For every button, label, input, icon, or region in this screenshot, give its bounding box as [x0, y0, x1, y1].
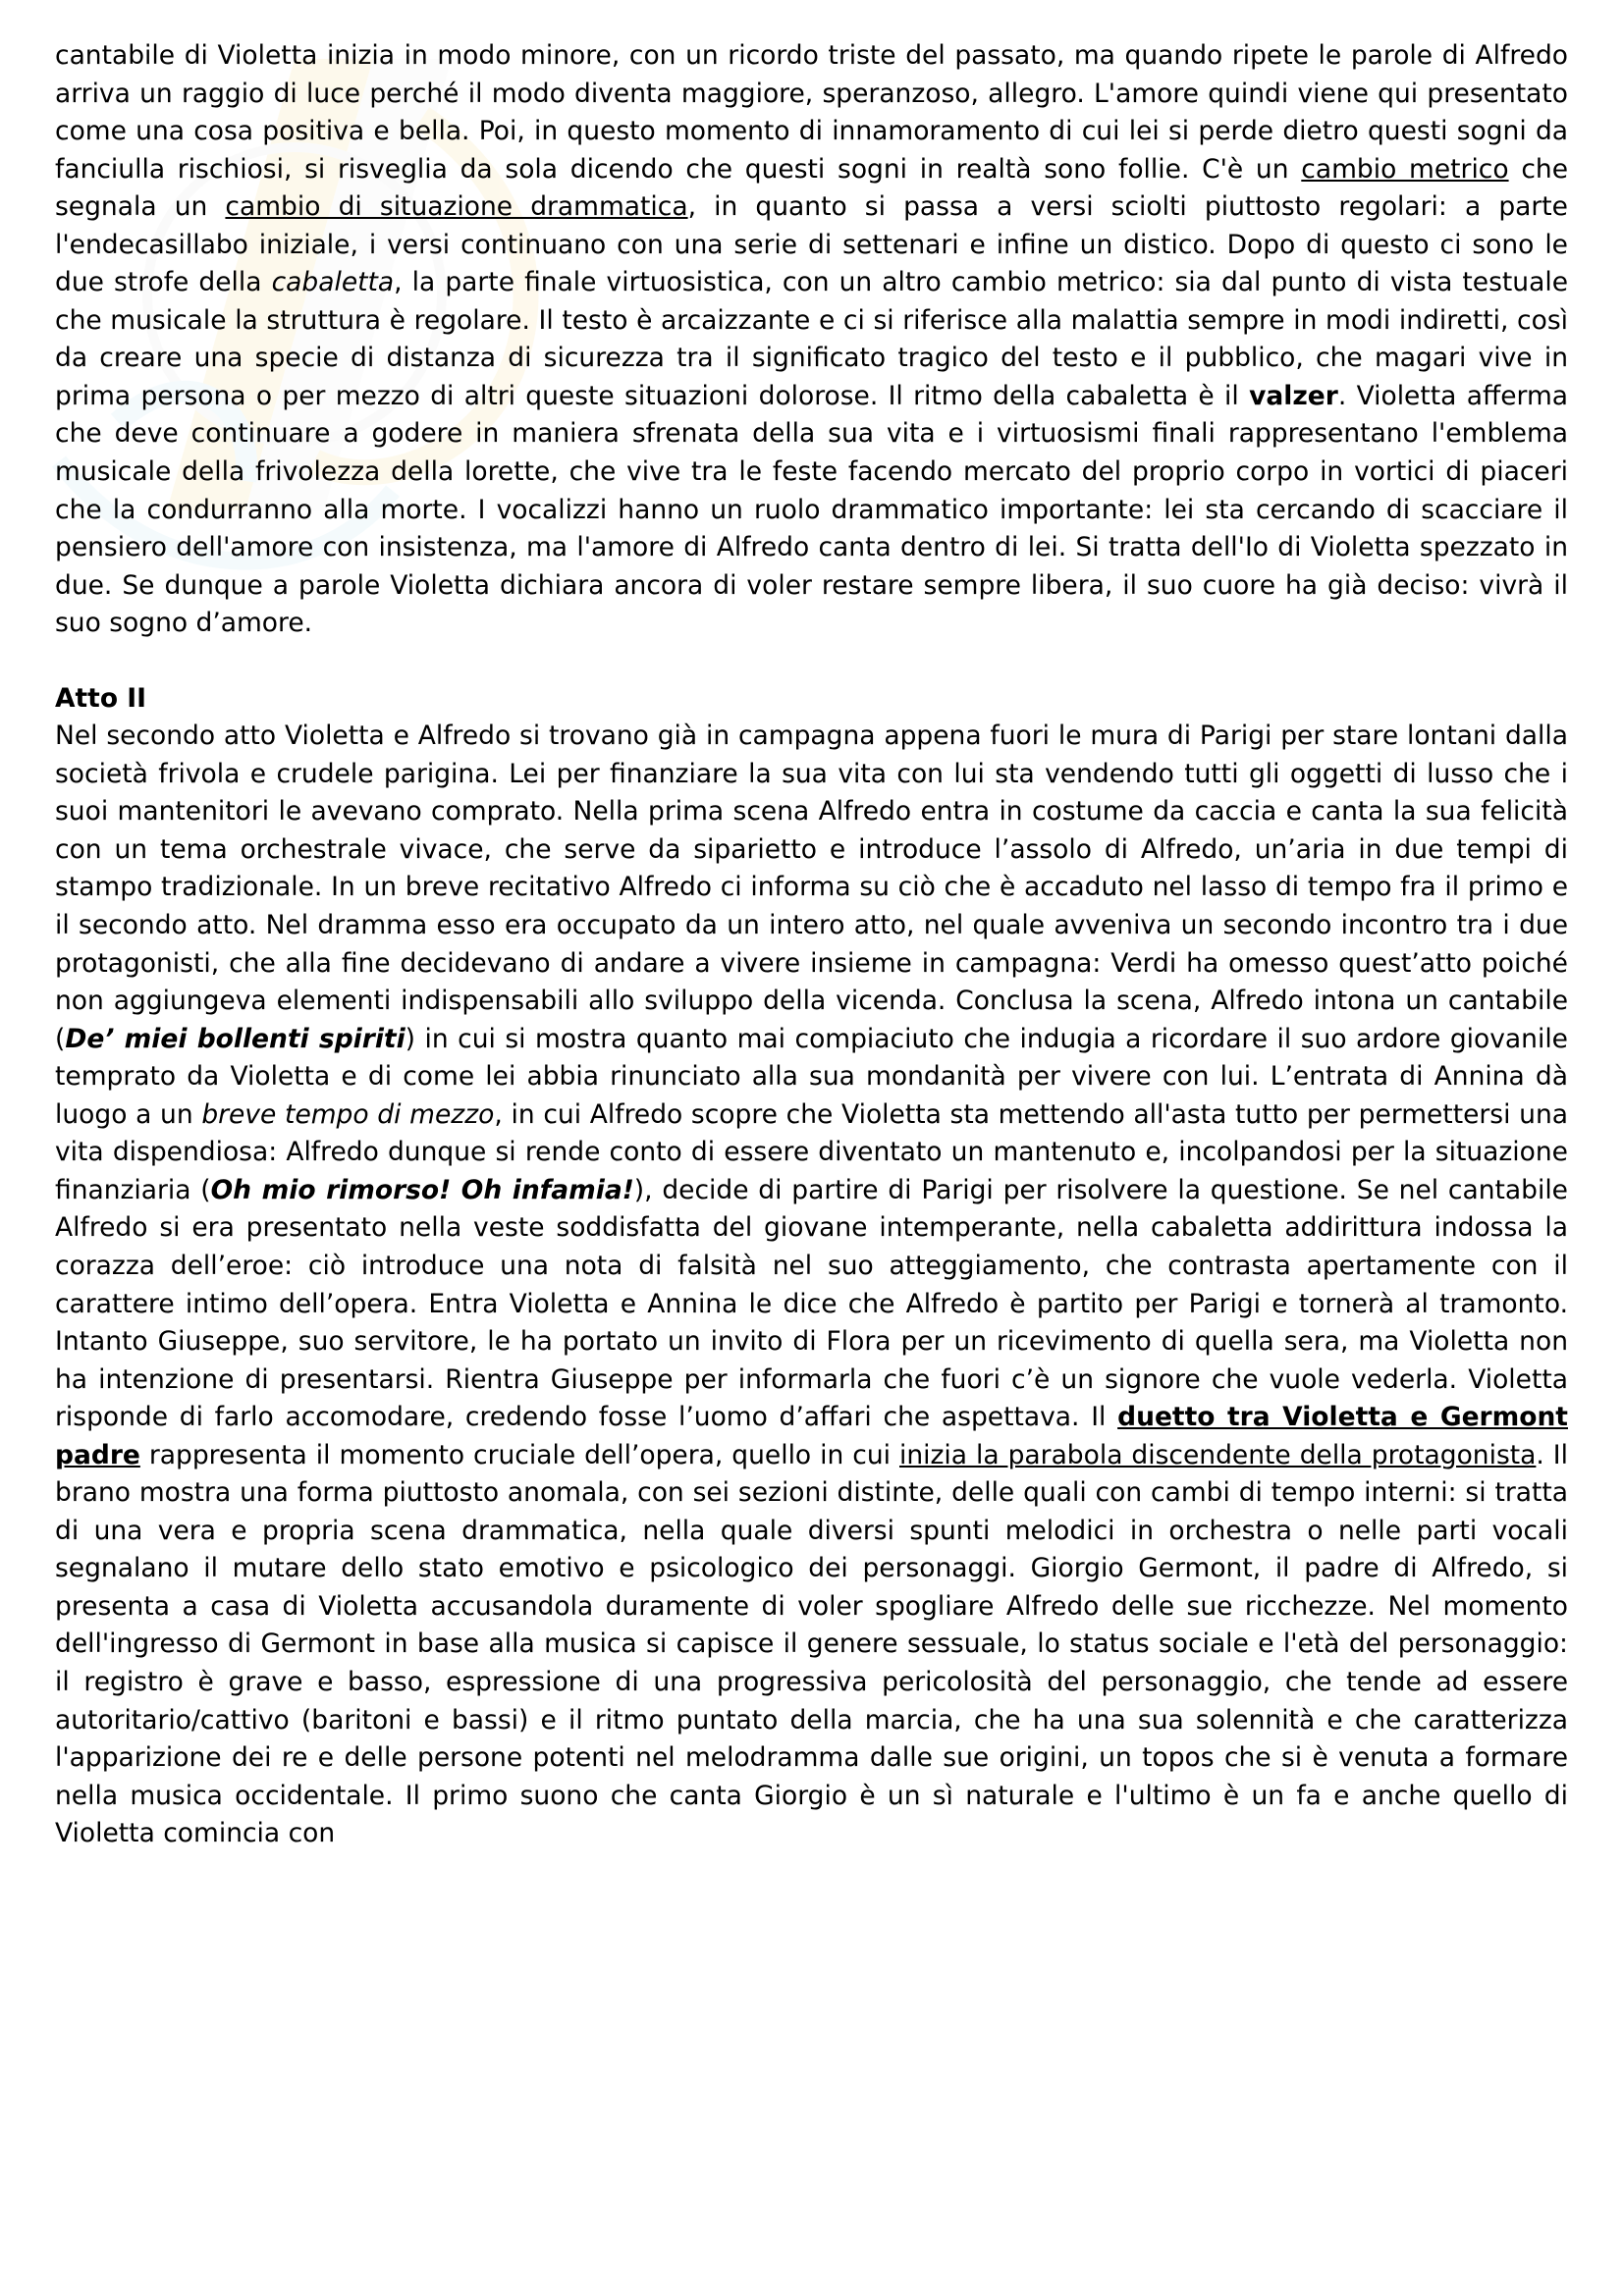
text-run-underline: cambio di situazione drammatica: [225, 191, 688, 223]
text-run: , la parte finale virtuosistica, con un altro cambio metrico: sia dal punto di vista testuale che musicale la struttura è regolare. Il testo è arcaizzante e ci si riferisce alla malattia sempre in modi indiretti, così da creare una specie di distanza di sicurezza tra il significato tragico del testo e il pubblico, che magari vive in prima persona o per mezzo di altri queste situazioni dolorose. Il ritmo della cabaletta è il: [55, 267, 1568, 411]
text-run: . Violetta afferma che deve continuare a godere in maniera sfrenata della sua vita e i virtuosismi finali rappresentano l'emblema musicale della frivolezza della lorette, che vive tra le feste facendo mercato del proprio corpo in vortici di piaceri che la condurranno alla morte. I vocalizzi hanno un ruolo drammatico importante: lei sta cercando di scacciare il pensiero dell'amore con insistenza, ma l'amore di Alfredo canta dentro di lei. Si tratta dell'Io di Violetta spezzato in due. Se dunque a parole Violetta dichiara ancora di voler restare sempre libera, il suo cuore ha già deciso: vivrà il suo sogno d’amore.: [55, 380, 1568, 639]
text-run-bold-italic: Oh mio rimorso! Oh infamia!: [210, 1174, 634, 1205]
paragraph-violetta-cantabile: [55, 37, 1568, 643]
text-run: che segnala un: [55, 153, 1569, 223]
text-run: ), decide di partire di Parigi per risolvere la questione. Se nel cantabile Alfredo si era presentato nella veste soddisfatta del giovane intemperante, nella cabaletta addirittura indossa la corazza dell’eroe: ciò introduce una nota di falsità nel suo atteggiamento, che contrasta apertamente con il carattere intimo dell’opera. Entra Violetta e Annina le dice che Alfredo è partito per Parigi e tornerà al tramonto. Intanto Giuseppe, suo servitore, le ha portato un invito di Flora per un ricevimento di quella sera, ma Violetta non ha intenzione di presentarsi. Rientra Giuseppe per informarla che fuori c’è un signore che vuole vederla. Violetta risponde di farlo accomodare, credendo fosse l’uomo d’affari che aspettava. Il: [55, 1174, 1568, 1433]
text-run-italic: cabaletta: [271, 267, 395, 298]
paragraph-atto-ii-body: [55, 718, 1568, 1852]
text-run: , in cui Alfredo scopre che Violetta sta mettendo all'asta tutto per permettersi una vita dispendiosa: Alfredo dunque si rende conto di essere diventato un mantenuto e, incolpandosi per la situazione finanziaria (: [55, 1098, 1568, 1205]
text-run: cantabile di Violetta inizia in modo minore, con un ricordo triste del passato, ma quando ripete le parole di Alfredo arriva un raggio di luce perché il modo diventa maggiore, speranzoso, allegro. L'amore quindi viene qui presentato come una cosa positiva e bella. Poi, in questo momento di innamoramento di cui lei si perde dietro questi sogni da fanciulla rischiosi, si risveglia da sola dicendo che questi sogni in realtà sono follie. C'è un: [55, 40, 1568, 185]
paragraph-spacer: [55, 643, 1568, 680]
text-run: . Il brano mostra una forma piuttosto anomala, con sei sezioni distinte, delle quali con cambi di tempo interni: si tratta di una vera e propria scena drammatica, nella quale diversi spunti melodici in orchestra o nelle parti vocali segnalano il mutare dello stato emotivo e psicologico dei personaggi. Giorgio Germont, il padre di Alfredo, si presenta a casa di Violetta accusandola duramente di voler spogliare Alfredo delle sue ricchezze. Nel momento dell'ingresso di Germont in base alla musica si capisce il genere sessuale, lo status sociale e l'età del personaggio: il registro è grave e basso, espressione di una progressiva pericolosità del personaggio, che tende ad essere autoritario/cattivo (baritoni e bassi) e il ritmo puntato della marcia, che ha una sua solennità e che caratterizza l'apparizione dei re e delle persone potenti nel melodramma dalle sue origini, un topos che si è venuta a formare nella musica occidentale. Il primo suono che canta Giorgio è un sì naturale e l'ultimo è un fa e anche quello di Violetta comincia con: [55, 1439, 1568, 1849]
text-run: Nel secondo atto Violetta e Alfredo si trovano già in campagna appena fuori le mura di Parigi per stare lontani dalla società frivola e crudele parigina. Lei per finanziare la sua vita con lui sta vendendo tutti gli oggetti di lusso che i suoi mantenitori le avevano comprato. Nella prima scena Alfredo entra in costume da caccia e canta la sua felicità con un tema orchestrale vivace, che serve da siparietto e introduce l’assolo di Alfredo, un’aria in due tempi di stampo tradizionale. In un breve recitativo Alfredo ci informa su ciò che è accaduto nel lasso di tempo fra il primo e il secondo atto. Nel dramma esso era occupato da un intero atto, nel quale avveniva un secondo incontro tra i due protagonisti, che alla fine decidevano di andare a vivere insieme in campagna: Verdi ha omesso quest’atto poiché non aggiungeva elementi indispensabili allo sviluppo della vicenda. Conclusa la scena, Alfredo intona un cantabile (: [55, 721, 1568, 1054]
text-run-bold-underline: duetto tra Violetta e Germont padre: [55, 1402, 1568, 1470]
text-run-italic: breve tempo di mezzo: [201, 1098, 495, 1130]
text-run: , in quanto si passa a versi sciolti piuttosto regolari: a parte l'endecasillabo iniziale, i versi continuano con una serie di settenari e infine un distico. Dopo di questo ci sono le due strofe della: [55, 191, 1568, 298]
text-run-bold: valzer: [1249, 380, 1338, 411]
heading-atto-ii: Atto II: [55, 682, 146, 714]
text-run: rappresenta il momento cruciale dell’opera, quello in cui: [139, 1439, 899, 1470]
text-run: ) in cui si mostra quanto mai compiaciuto che indugia a ricordare il suo ardore giovanile temprato da Violetta e di come lei abbia rinunciato alla sua mondanità per vivere con lui. L’entrata di Annina dà luogo a un: [55, 1023, 1568, 1130]
document-body: [55, 37, 1568, 1853]
text-run-underline: cambio metrico: [1301, 153, 1509, 185]
text-run-bold-italic: De’ miei bollenti spiriti: [65, 1023, 406, 1054]
text-run-underline: inizia la parabola discendente della protagonista: [899, 1439, 1537, 1470]
